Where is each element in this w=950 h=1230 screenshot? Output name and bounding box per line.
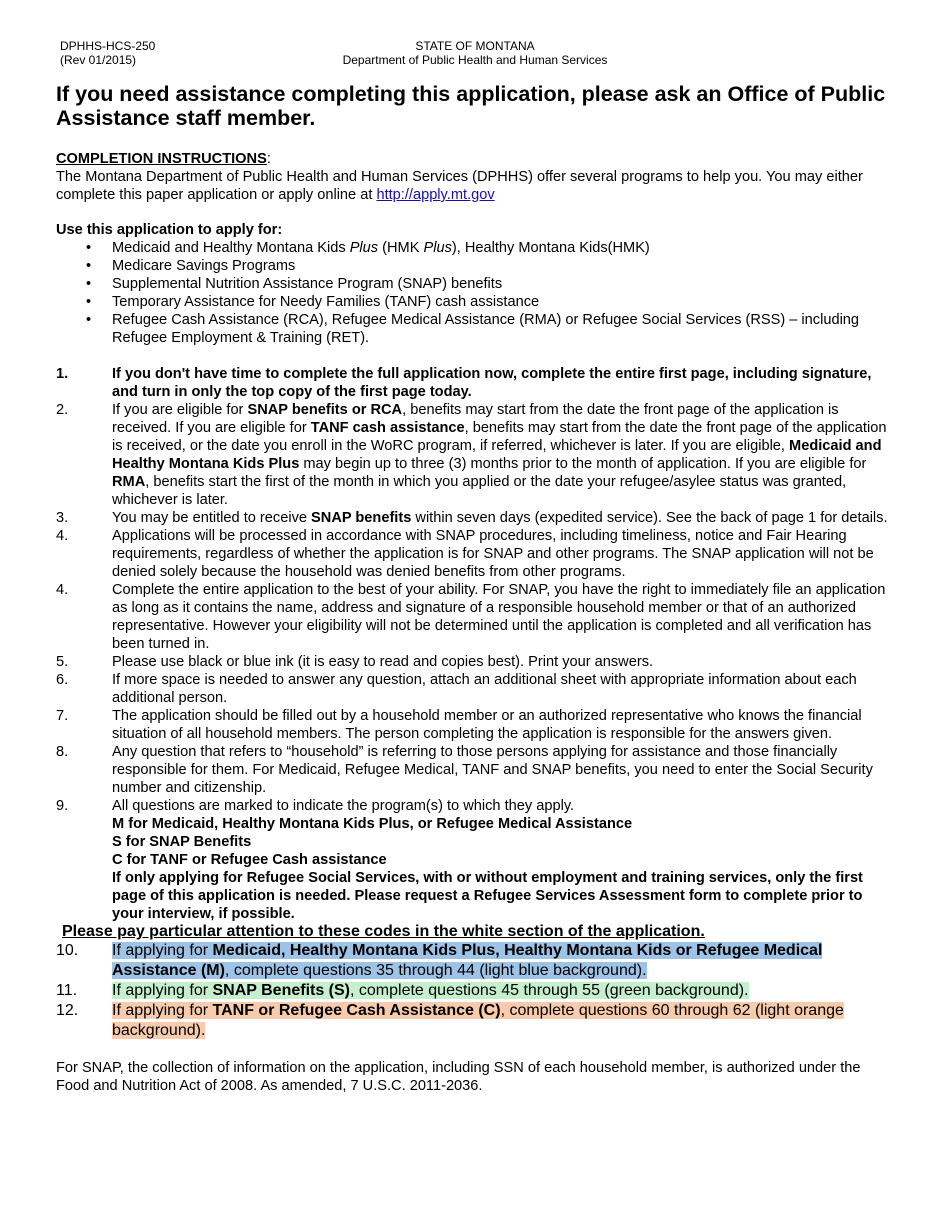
list-item: • Medicaid and Healthy Montana Kids Plus (HMK Plus), Healthy Montana Kids(HMK): [56, 239, 896, 257]
department-name: Department of Public Health and Human Services: [342, 53, 608, 67]
step-6: 6. If more space is needed to answer any question, attach an additional sheet with appropriate information about each additional person.: [56, 672, 857, 706]
instruction-steps: [56, 365, 896, 923]
code-12: 12. If applying for TANF or Refugee Cash Assistance (C), complete questions 60 through 62 (light orange background).: [56, 1002, 844, 1039]
step-9: 9. All questions are marked to indicate the program(s) to which they apply. M for Medicaid, Healthy Montana Kids Plus, or Refugee Medical Assistance S for SNAP Benefits C for TANF or Refugee Cash assistance If only applying for Refugee Social Services, with or without employment and training services, only the first page of this application is needed. Please request a Refugee Services Assessment form to complete prior to your interview, if possible.: [56, 797, 896, 923]
agency-header: [0, 39, 950, 67]
form-revision: (Rev 01/2015): [60, 53, 137, 67]
codes-heading: Please pay particular attention to these codes in the white section of the application.: [62, 923, 705, 940]
step-5: 5. Please use black or blue ink (it is easy to read and copies best). Print your answers.: [56, 654, 654, 670]
list-item: • Supplemental Nutrition Assistance Program (SNAP) benefits: [56, 275, 896, 293]
code-10-highlight: If applying for Medicaid, Healthy Montana Kids Plus, Healthy Montana Kids or Refugee Medical Assistance (M), complete questions 35 through 44 (light blue background).: [112, 942, 823, 979]
step-7: 7. The application should be filled out by a household member or an authorized representative who knows the financial situation of all household members. The person completing the application is responsible for the answers given.: [56, 708, 862, 742]
code-list: [56, 941, 896, 1041]
code-s: S for SNAP Benefits: [112, 834, 252, 850]
code-m: M for Medicaid, Healthy Montana Kids Plus, or Refugee Medical Assistance: [112, 816, 633, 832]
code-c: C for TANF or Refugee Cash assistance: [112, 852, 387, 868]
step-4b: 4. Complete the entire application to the best of your ability. For SNAP, you have the right to immediately file an application as long as it contains the name, address and signature of a responsible household member or that of an authorized representative. However your eligibility will not be determined until the application is completed and all verification has been turned in.: [56, 582, 886, 652]
step-2: 2. If you are eligible for SNAP benefits or RCA, benefits may start from the date the front page of the application is received. If you are eligible for TANF cash assistance, benefits may start from the date the front page of the application is received, or the date you enroll in the WoRC program, if referred, whichever is later. If you are eligible, Medicaid and Healthy Montana Kids Plus may begin up to three (3) months prior to the month of application. If you are eligible for RMA, benefits start the first of the month in which you applied or the date your refugee/asylee status was granted, whichever is later.: [56, 402, 887, 508]
completion-heading: COMPLETION INSTRUCTIONS: [56, 151, 267, 167]
completion-intro: [56, 168, 896, 204]
program-list: [56, 239, 896, 347]
step-3: 3. You may be entitled to receive SNAP benefits within seven days (expedited service). See the back of page 1 for details.: [56, 510, 888, 526]
instructions-body: [56, 150, 896, 1095]
refugee-note: If only applying for Refugee Social Services, with or without employment and training services, only the first page of this application is needed. Please request a Refugee Services Assessment form to complete prior to your interview, if possible.: [112, 870, 863, 922]
form-number: DPHHS-HCS-250: [60, 39, 156, 53]
list-item: • Medicare Savings Programs: [56, 257, 896, 275]
code-10: 10. If applying for Medicaid, Healthy Montana Kids Plus, Healthy Montana Kids or Refugee Medical Assistance (M), complete questions 35 through 44 (light blue background).: [56, 942, 823, 979]
code-11-highlight: If applying for SNAP Benefits (S), complete questions 45 through 55 (green background).: [112, 982, 749, 999]
apply-for-heading: Use this application to apply for:: [56, 222, 283, 238]
page-title: If you need assistance completing this application, please ask an Office of Public Assistance staff member.: [56, 82, 886, 130]
code-11: 11. If applying for SNAP Benefits (S), complete questions 45 through 55 (green background).: [56, 982, 749, 999]
apply-online-link[interactable]: http://apply.mt.gov: [376, 187, 495, 203]
list-item: • Refugee Cash Assistance (RCA), Refugee Medical Assistance (RMA) or Refugee Social Services (RSS) – including Refugee Employment & Training (RET).: [56, 311, 896, 347]
code-12-highlight: If applying for TANF or Refugee Cash Assistance (C), complete questions 60 through 62 (light orange background).: [112, 1002, 844, 1039]
step-4: 4. Applications will be processed in accordance with SNAP procedures, including timeliness, notice and Fair Hearing requirements, regardless of whether the application is for SNAP and other programs. The SNAP application will not be denied solely because the household was denied benefits from other programs.: [56, 528, 874, 580]
list-item: • Temporary Assistance for Needy Families (TANF) cash assistance: [56, 293, 896, 311]
completion-heading-line: COMPLETION INSTRUCTIONS:: [56, 151, 271, 167]
step-8: 8. Any question that refers to “household” is referring to those persons applying for assistance and those financially responsible for them. For Medicaid, Refugee Medical, TANF and SNAP benefits, you need to enter the Social Security number and citizenship.: [56, 744, 873, 796]
step-1: 1. If you don't have time to complete the full application now, complete the entire first page, including signature, and turn in only the top copy of the first page today.: [56, 366, 872, 400]
state-name: STATE OF MONTANA: [415, 39, 535, 53]
footer-legal: For SNAP, the collection of information on the application, including SSN of each household member, is authorized under the Food and Nutrition Act of 2008. As amended, 7 U.S.C. 2011-2036.: [56, 1060, 861, 1094]
intro-text: The Montana Department of Public Health and Human Services (DPHHS) offer several programs to help you. You may either complete this paper application or apply online at: [56, 169, 863, 203]
